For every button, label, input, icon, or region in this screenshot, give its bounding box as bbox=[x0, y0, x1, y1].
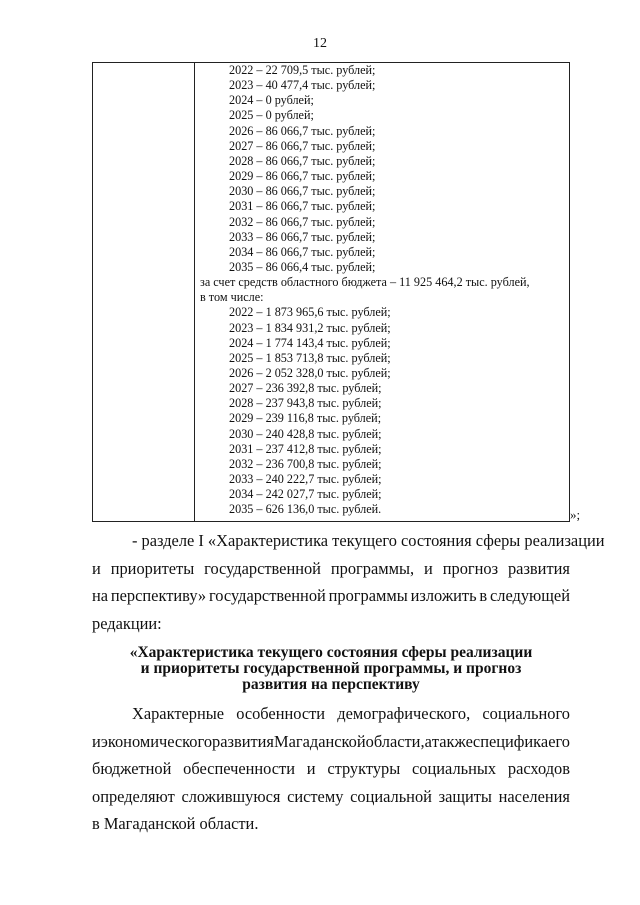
paragraph-word: Характерные bbox=[132, 704, 225, 723]
section-heading bbox=[92, 645, 570, 693]
paragraph-section-change bbox=[92, 527, 605, 637]
funding-header-line: в том числе: bbox=[200, 290, 264, 305]
paragraph-text: редакции: bbox=[92, 613, 162, 633]
paragraph-word: в bbox=[479, 586, 488, 605]
funding-header-line: за счет средств областного бюджета – 11 925 464,2 тыс. рублей, bbox=[200, 275, 530, 290]
heading-line: «Характеристика текущего состояния сферы реализации bbox=[129, 644, 533, 661]
paragraph-word: программы, bbox=[330, 558, 415, 578]
paragraph-word: сложившуюся bbox=[181, 786, 281, 806]
funding-year-line: 2024 – 0 рублей; bbox=[229, 93, 314, 108]
funding-year-line: 2034 – 86 066,7 тыс. рублей; bbox=[229, 244, 376, 259]
funding-year-line: 2029 – 86 066,7 тыс. рублей; bbox=[229, 169, 376, 184]
funding-year-line: 2022 – 22 709,5 тыс. рублей; bbox=[229, 63, 376, 77]
paragraph-text: - разделе I «Характеристика текущего состояния сферы реализации bbox=[132, 531, 605, 550]
funding-year-line: 2030 – 240 428,8 тыс. рублей; bbox=[229, 426, 382, 441]
paragraph-word: специфика bbox=[472, 731, 549, 751]
funding-year-line: 2028 – 86 066,7 тыс. рублей; bbox=[229, 153, 376, 168]
funding-year-line: 2026 – 2 052 328,0 тыс. рублей; bbox=[229, 366, 391, 380]
paragraph-word: государственной bbox=[204, 558, 321, 578]
paragraph-word: развития bbox=[212, 731, 274, 751]
paragraph-word: государственной bbox=[208, 586, 326, 605]
funding-year-line: 2027 – 86 066,7 тыс. рублей; bbox=[229, 138, 376, 153]
funding-year-line: 2029 – 239 116,8 тыс. рублей; bbox=[229, 411, 382, 426]
paragraph-word: приоритеты bbox=[110, 558, 195, 578]
paragraph-word: а bbox=[424, 731, 432, 751]
paragraph-line bbox=[92, 527, 605, 555]
paragraph-line bbox=[92, 783, 570, 811]
paragraph-word: социальных bbox=[412, 759, 497, 778]
funding-year-line: 2035 – 626 136,0 тыс. рублей. bbox=[229, 502, 382, 517]
paragraph-line bbox=[92, 810, 570, 838]
table-right-column bbox=[93, 63, 569, 521]
funding-year-line: 2023 – 1 834 931,2 тыс. рублей; bbox=[229, 320, 391, 335]
funding-year-line: 2022 – 1 873 965,6 тыс. рублей; bbox=[229, 305, 391, 320]
paragraph-word: и bbox=[424, 558, 433, 578]
paragraph-word: Магаданской bbox=[274, 731, 366, 751]
funding-year-line: 2032 – 86 066,7 тыс. рублей; bbox=[229, 214, 376, 229]
paragraph-text: в Магаданской области. bbox=[92, 814, 259, 833]
paragraph-word: особенности bbox=[236, 704, 326, 723]
paragraph-line bbox=[92, 700, 570, 728]
heading-line: развития на перспективу bbox=[242, 676, 420, 693]
paragraph-word: экономического bbox=[100, 731, 213, 751]
paragraph-word: расходов bbox=[507, 759, 570, 778]
paragraph-word: защиты bbox=[438, 786, 492, 806]
paragraph-word: прогноз bbox=[442, 558, 499, 578]
paragraph-word: и bbox=[306, 759, 316, 778]
paragraph-word: структуры bbox=[327, 759, 401, 778]
funding-year-line: 2031 – 237 412,8 тыс. рублей; bbox=[229, 441, 382, 456]
funding-year-line: 2026 – 86 066,7 тыс. рублей; bbox=[229, 123, 376, 138]
paragraph-word: демографического, bbox=[337, 704, 471, 723]
paragraph-word: программы bbox=[328, 586, 408, 605]
funding-year-line: 2024 – 1 774 143,4 тыс. рублей; bbox=[229, 335, 391, 350]
paragraph-word: и bbox=[92, 558, 101, 578]
funding-year-line: 2028 – 237 943,8 тыс. рублей; bbox=[229, 396, 382, 411]
paragraph-line bbox=[92, 610, 570, 638]
paragraph-word: изложить bbox=[410, 586, 477, 605]
paragraph-word: области, bbox=[365, 731, 425, 751]
paragraph-line bbox=[92, 582, 570, 610]
funding-year-line: 2031 – 86 066,7 тыс. рублей; bbox=[229, 199, 376, 214]
funding-year-line: 2027 – 236 392,8 тыс. рублей; bbox=[229, 381, 382, 396]
paragraph-word: систему bbox=[287, 786, 344, 806]
paragraph-word: социального bbox=[482, 704, 570, 723]
paragraph-word: населения bbox=[498, 786, 570, 806]
paragraph-line bbox=[92, 555, 570, 583]
paragraph-word: развития bbox=[507, 558, 570, 578]
funding-year-line: 2033 – 86 066,7 тыс. рублей; bbox=[229, 229, 376, 244]
heading-line: и приоритеты государственной программы, и прогноз bbox=[140, 660, 522, 677]
page-number: 12 bbox=[313, 36, 327, 51]
paragraph-word: следующей bbox=[490, 586, 570, 605]
paragraph-word: социальной bbox=[350, 786, 432, 806]
funding-year-line: 2025 – 0 рублей; bbox=[229, 108, 314, 123]
paragraph-characteristics bbox=[92, 700, 570, 838]
paragraph-word: также bbox=[431, 731, 473, 751]
quote-close-mark: »; bbox=[570, 507, 581, 522]
paragraph-line bbox=[92, 728, 570, 756]
paragraph-word: определяют bbox=[92, 786, 175, 806]
paragraph-line bbox=[92, 755, 570, 783]
funding-year-line: 2034 – 242 027,7 тыс. рублей; bbox=[229, 487, 382, 502]
paragraph-word: его bbox=[548, 731, 570, 751]
funding-year-line: 2025 – 1 853 713,8 тыс. рублей; bbox=[229, 350, 391, 365]
funding-year-line: 2032 – 236 700,8 тыс. рублей; bbox=[229, 456, 382, 471]
funding-year-line: 2033 – 240 222,7 тыс. рублей; bbox=[229, 472, 382, 487]
funding-year-line: 2030 – 86 066,7 тыс. рублей; bbox=[229, 184, 376, 199]
paragraph-word: бюджетной bbox=[92, 759, 172, 778]
paragraph-word: обеспеченности bbox=[183, 759, 295, 778]
financing-table bbox=[92, 62, 570, 522]
paragraph-word: на bbox=[92, 586, 109, 605]
paragraph-word: перспективу» bbox=[110, 586, 207, 605]
funding-year-line: 2023 – 40 477,4 тыс. рублей; bbox=[229, 78, 376, 93]
paragraph-word: и bbox=[92, 731, 101, 751]
funding-year-line: 2035 – 86 066,4 тыс. рублей; bbox=[229, 259, 376, 274]
